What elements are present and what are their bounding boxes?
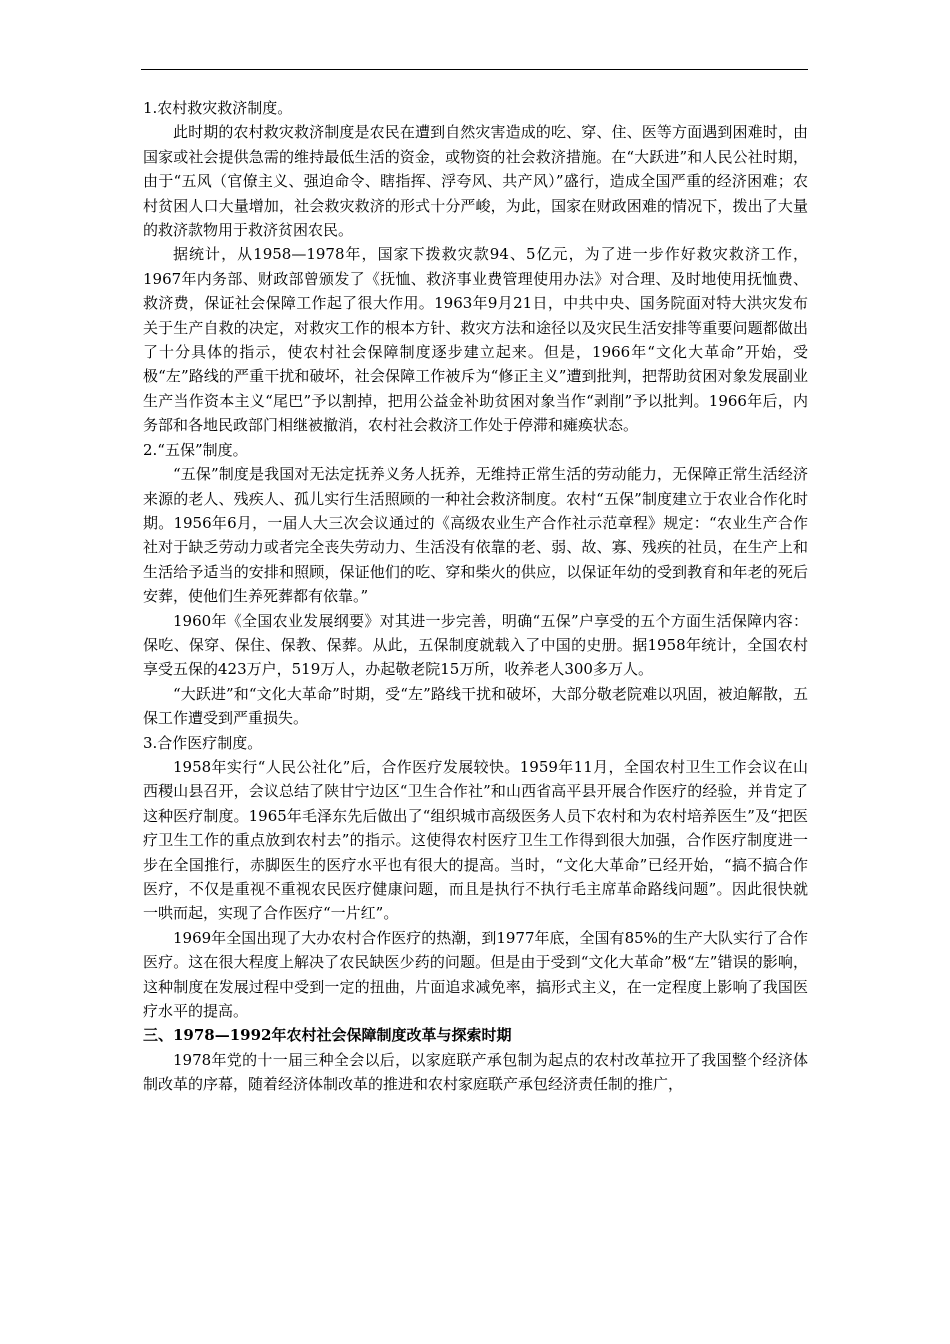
- subheading-cooperative-medical: 3.合作医疗制度。: [143, 733, 263, 752]
- paragraph-disaster-relief-intro: 此时期的农村救灾救济制度是农民在遭到自然灾害造成的吃、穿、住、医等方面遇到困难时，由国家或社会提供急需的维持最低生活的资金，或物资的社会救济措施。在“大跃进”和人民公社时期，由于“五风（官僚主义、强迫命令、瞎指挥、浮夸风、共产风）”盛行，造成全国严重的经济困难；农村贫困人口大量增加，社会救灾救济的形式十分严峻，为此，国家在财政困难的情况下，拨出了大量的救济款物用于救济贫困农民。: [143, 123, 808, 240]
- paragraph-five-guarantees-1960: 1960年《全国农业发展纲要》对其进一步完善，明确“五保”户享受的五个方面生活保障内容：保吃、保穿、保住、保教、保葬。从此，五保制度就载入了中国的史册。据1958年统计，全国农村享受五保的423万户，519万人，办起敬老院15万所，收养老人300多万人。: [143, 611, 808, 679]
- paragraph-cooperative-medical-1958: 1958年实行“人民公社化”后，合作医疗发展较快。1959年11月，全国农村卫生工作会议在山西稷山县召开，会议总结了陕甘宁边区“卫生合作社”和山西省高平县开展合作医疗的经验，并肯定了这种医疗制度。1965年毛泽东先后做出了“组织城市高级医务人员下农村和为农村培养医生”及“把医疗卫生工作的重点放到农村去”的指示。这使得农村医疗卫生工作得到很大加强，合作医疗制度进一步在全国推行，赤脚医生的医疗水平也有很大的提高。当时，“文化大革命”已经开始，“搞不搞合作医疗，不仅是重视不重视农民医疗健康问题，而且是执行不执行毛主席革命路线问题”。因此很快就一哄而起，实现了合作医疗“一片红”。: [143, 757, 808, 923]
- paragraph-five-guarantees-damage: “大跃进”和“文化大革命”时期，受“左”路线干扰和破坏，大部分敬老院难以巩固，被迫解散，五保工作遭受到严重损失。: [143, 684, 808, 728]
- subheading-disaster-relief: 1.农村救灾救济制度。: [143, 99, 293, 117]
- document-body: [143, 96, 808, 1097]
- paragraph-disaster-relief-history: 据统计，从1958—1978年，国家下拨救灾款94、5亿元，为了进一步作好救灾救济工作，1967年内务部、财政部曾颁发了《抚恤、救济事业费管理使用办法》对合理、及时地使用抚恤费、救济费，保证社会保障工作起了很大作用。1963年9月21日，中共中央、国务院面对特大洪灾发布关于生产自救的决定，对救灾工作的根本方针、救灾方法和途径以及灾民生活安排等重要问题都做出了十分具体的指示，使农村社会保障制度逐步建立起来。但是，1966年“文化大革命”开始，受极“左”路线的严重干扰和破坏，社会保障工作被斥为“修正主义”遭到批判，把帮助贫困对象发展副业生产当作资本主义“尾巴”予以割掉，把用公益金补助贫困对象当作“剥削”予以批判。1966年后，内务部和各地民政部门相继被撤消，农村社会救济工作处于停滞和瘫痪状态。: [143, 245, 808, 435]
- section-title-reform-period: 三、1978—1992年农村社会保障制度改革与探索时期: [143, 1026, 512, 1045]
- paragraph-reform-intro: 1978年党的十一届三种全会以后，以家庭联产承包制为起点的农村改革拉开了我国整个经济体制改革的序幕，随着经济体制改革的推进和农村家庭联产承包经济责任制的推广，: [143, 1050, 808, 1094]
- header-rule: [141, 69, 808, 70]
- subheading-five-guarantees: 2.“五保”制度。: [143, 440, 248, 459]
- paragraph-cooperative-medical-1969: 1969年全国出现了大办农村合作医疗的热潮，到1977年底，全国有85%的生产大队实行了合作医疗。这在很大程度上解决了农民缺医少药的问题。但是由于受到“文化大革命”极“左”错误的影响，这种制度在发展过程中受到一定的扭曲，片面追求减免率，搞形式主义，在一定程度上影响了我国医疗水平的提高。: [143, 928, 808, 1021]
- paragraph-five-guarantees-intro: “五保”制度是我国对无法定抚养义务人抚养，无维持正常生活的劳动能力，无保障正常生活经济来源的老人、残疾人、孤儿实行生活照顾的一种社会救济制度。农村“五保”制度建立于农业合作化时期。1956年6月，一届人大三次会议通过的《高级农业生产合作社示范章程》规定：“农业生产合作社对于缺乏劳动力或者完全丧失劳动力、生活没有依靠的老、弱、故、寡、残疾的社员，在生产上和生活给予适当的安排和照顾，保证他们的吃、穿和柴火的供应，以保证年幼的受到教育和年老的死后安葬，使他们生养死葬都有依靠。”: [143, 465, 808, 606]
